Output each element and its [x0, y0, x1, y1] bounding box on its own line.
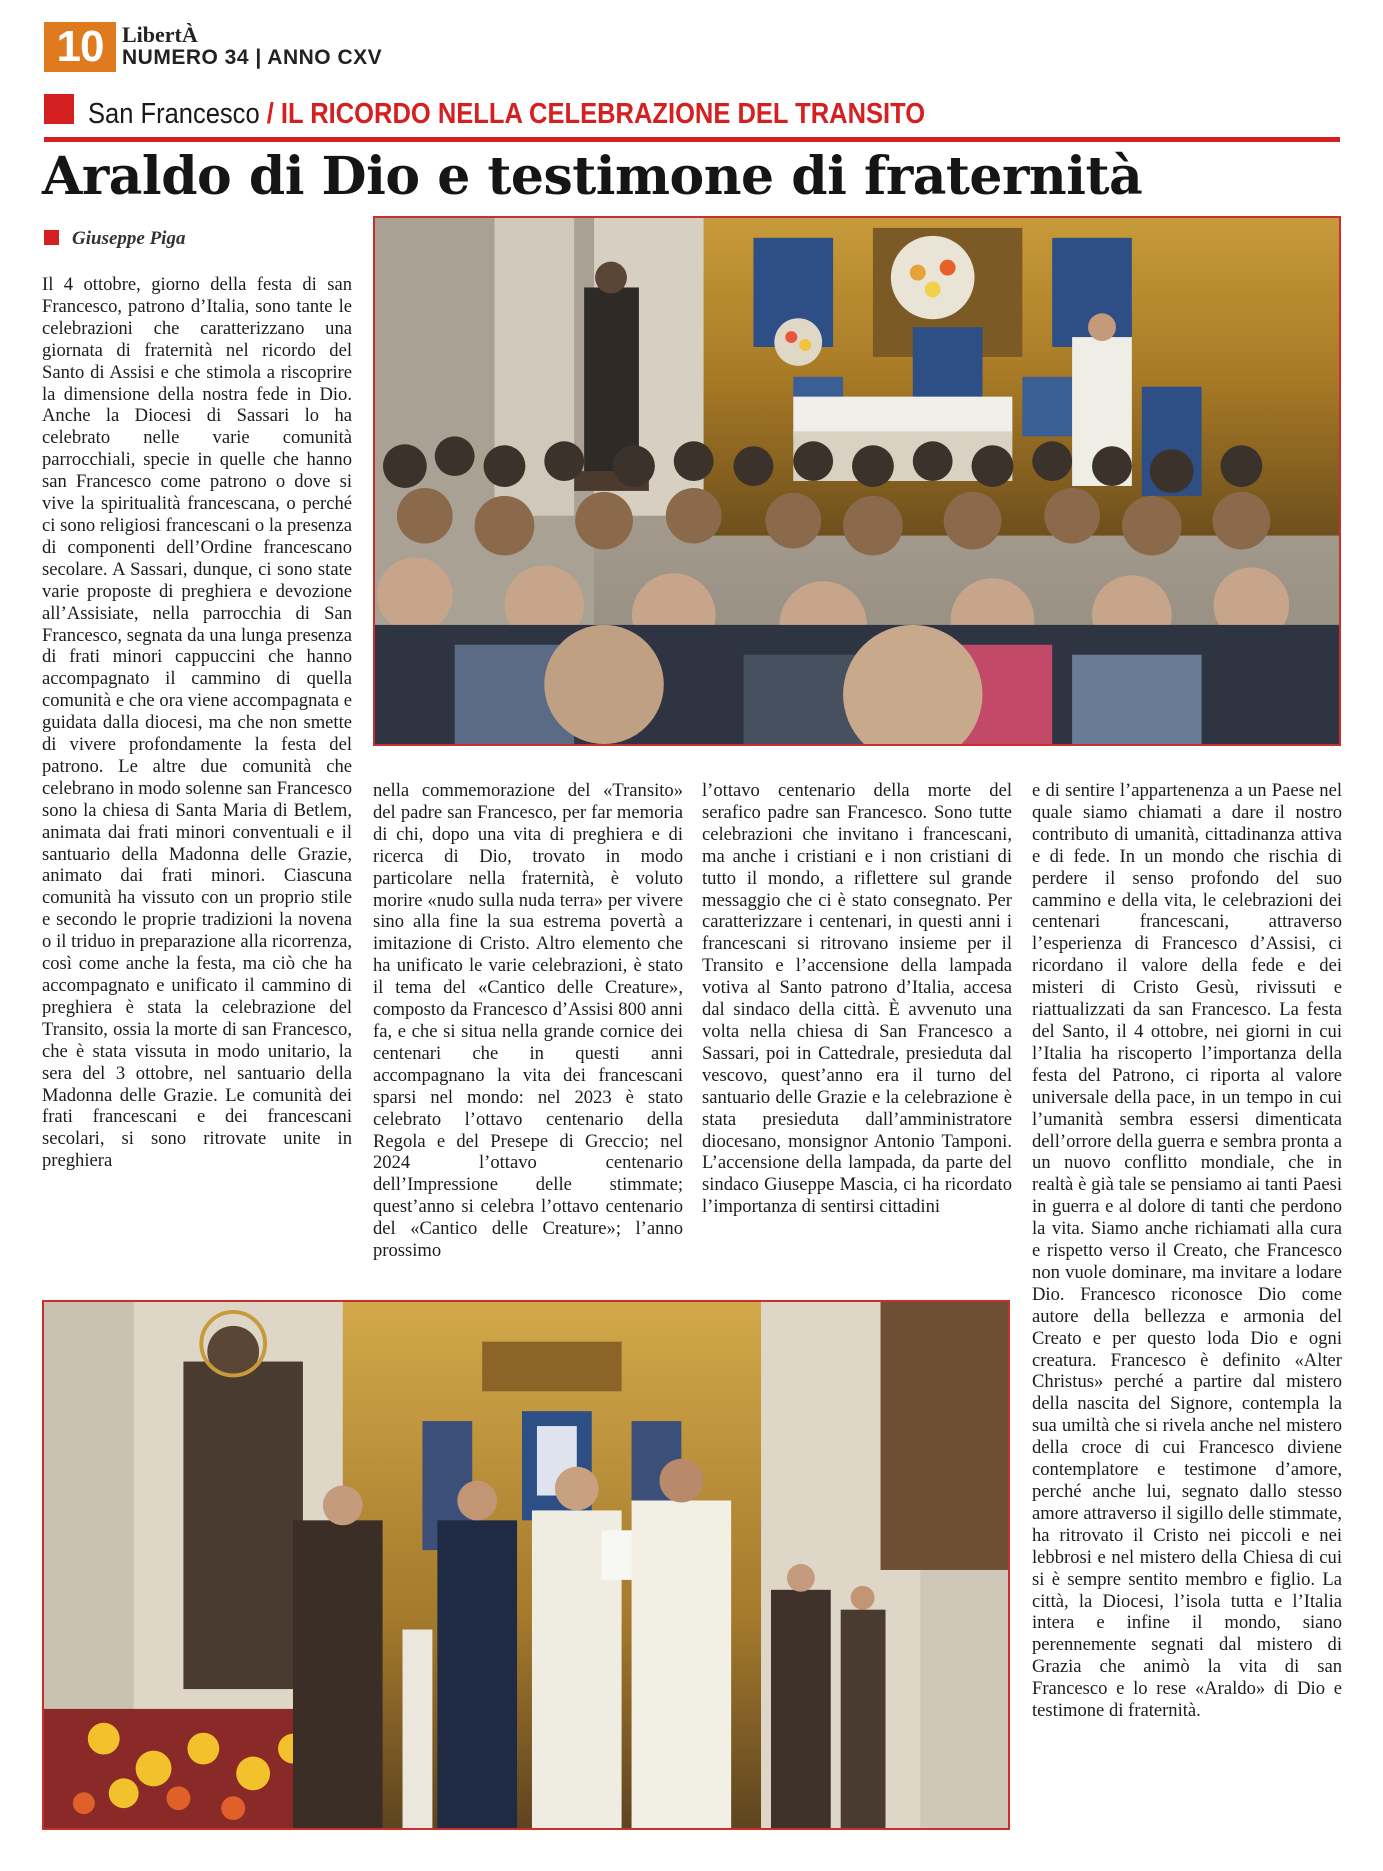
issue-info: NUMERO 34 | ANNO CXV	[122, 46, 383, 69]
column-4-text: e di sentire l’appartenenza a un Paese nel quale siamo chiamati a dare il nostro contributo di umanità, cittadinanza attiva e di fede. In un mondo che rischia di perdere il senso profondo del suo cammino e della vita, le celebrazioni dei centenari francescani, attraverso l’esperienza di Francesco d’Assisi, ci ricordano il valore della fede e dei misteri di Cristo Gesù, rivissuti e riattualizzati da san Francesco. La festa del Santo, il 4 ottobre, nei giorni in cui l’Italia ha riscoperto l’importanza della festa del Patrono, ci riporta al valore universale della pace, in un tempo in cui l’umanità sembra essersi dimenticata dell’orrore della guerra e sembra pronta a un nuovo conflitto mondiale, che in realtà è già tale se pensiamo ai tanti Paesi in guerra e al dolore di tanti che perdono la vita. Siamo anche richiamati alla cura e rispetto verso il Creato, che Francesco non vuole dominare, ma invitare a lodare Dio. Francesco riconosce Dio come autore della bellezza e armonia del Creato e per questo loda Dio e ogni creatura. Francesco è definito «Alter Christus» perché a partire dal mistero della nascita del Signore, contempla la sua umiltà che si rivela anche nel mistero della croce di cui Francesco diviene contemplatore e testimone d’amore, perché anche lui, segnato dallo stesso amore attraverso il sigillo delle stimmate, ha ritrovato il Cristo nei piccoli e nei lebbrosi e nel mistero della Chiesa di cui si è sempre sentito membro e figlio. La città, la Diocesi, l’isola tutta e l’Italia intera e infine il mondo, siano perennemente segnati dal mistero di Grazia che animò la vita di san Francesco e lo rese «Araldo» di Dio e testimone di fraternità.	[1032, 780, 1342, 1722]
article-column-2	[373, 780, 683, 1288]
celebration-image	[44, 1302, 1008, 1828]
page-number: 10	[44, 22, 116, 72]
publication-name: LibertÀ	[122, 22, 198, 47]
article-column-1	[42, 274, 352, 1289]
kicker-separator: /	[266, 98, 274, 130]
section-topic: IL RICORDO NELLA CELEBRAZIONE DEL TRANSITO	[280, 98, 926, 130]
section-marker	[44, 94, 74, 124]
column-3-text: l’ottavo centenario della morte del serafico padre san Francesco. Sono tutte celebrazioni che invitano i francescani, ma anche i cristiani e i non cristiani di tutto il mondo, a riflettere sul grande messaggio che ci è stato consegnato. Per caratterizzare i centenari, in questi anni i francescani si ritrovano insieme per il Transito e l’accensione della lampada votiva al Santo patrono d’Italia, accesa dal sindaco della città. È avvenuto una volta nella chiesa di San Francesco a Sassari, poi in Cattedrale, presieduta dal vescovo, quest’anno era il turno del santuario delle Grazie e la celebrazione è stata presieduta dall’amministratore diocesano, monsignor Antonio Tamponi. L’accensione della lampada, da parte del sindaco Giuseppe Mascia, ci ha ricordato l’importanza di sentirsi cittadini	[702, 780, 1012, 1218]
photo-celebration	[42, 1300, 1010, 1830]
congregation-image	[375, 218, 1339, 744]
article-column-3	[702, 780, 1012, 1288]
header-rule	[44, 137, 1340, 142]
byline-marker	[44, 230, 59, 245]
section-name: San Francesco	[88, 98, 260, 130]
article-column-4	[1032, 780, 1342, 1830]
article-headline: Araldo di Dio e testimone di fraternità	[42, 146, 1143, 207]
article-author: Giuseppe Piga	[72, 228, 186, 249]
column-2-text: nella commemorazione del «Transito» del padre san Francesco, per far memoria di chi, dopo una vita di preghiera e di ricerca di Dio, trovato in modo particolare nella fraternità, è voluto morire «nudo sulla nuda terra» per vivere sino alla fine la sua estrema povertà a imitazione di Cristo. Altro elemento che ha unificato le varie celebrazioni, è stato il tema del «Cantico delle Creature», composto da Francesco d’Assisi 800 anni fa, e che si situa nella grande cornice dei centenari che in questi anni accompagnano la vita dei francescani sparsi nel mondo: nel 2023 è stato celebrato l’ottavo centenario della Regola e del Presepe di Greccio; nel 2024 l’ottavo centenario dell’Impressione delle stimmate; quest’anno si celebra l’ottavo centenario del «Cantico delle Creature»; l’anno prossimo	[373, 780, 683, 1262]
column-1-text: Il 4 ottobre, giorno della festa di san Francesco, patrono d’Italia, sono tante le celebrazioni che caratterizzano una giornata di fraternità nel ricordo del Santo di Assisi e che stimola a riscoprire la dimensione della nostra fede in Dio. Anche la Diocesi di Sassari lo ha celebrato nelle varie comunità parrocchiali, specie in quelle che hanno san Francesco come patrono o dove si vive la spiritualità francescana, o perché ci sono religiosi francescani o la presenza di componenti dell’Ordine francescano secolare. A Sassari, dunque, ci sono state varie proposte di preghiera e devozione all’Assisiate, nella parrocchia di San Francesco, segnata da una lunga presenza di frati minori cappuccini che hanno accompagnato il cammino di quella comunità e che ora viene accompagnata e guidata dalla diocesi, ma che non smette di vivere profondamente la festa del patrono. Le altre due comunità che celebrano in modo solenne san Francesco sono la chiesa di Santa Maria di Betlem, animata dai frati minori conventuali e il santuario della Madonna delle Grazie, animato dai frati minori. Ciascuna comunità ha vissuto con un proprio stile e secondo le proprie tradizioni la novena o il triduo in preparazione alla ricorrenza, così come anche la festa, ma ciò che ha accompagnato e unificato il cammino di preghiera è stata la celebrazione del Transito, ossia la morte di san Francesco, che è stata vissuta in modo unitario, la sera del 3 ottobre, nel santuario della Madonna delle Grazie. Le comunità dei frati francescani e dei francescani secolari, si sono ritrovate unite in preghiera	[42, 274, 352, 1172]
section-kicker	[88, 98, 925, 130]
photo-congregation	[373, 216, 1341, 746]
